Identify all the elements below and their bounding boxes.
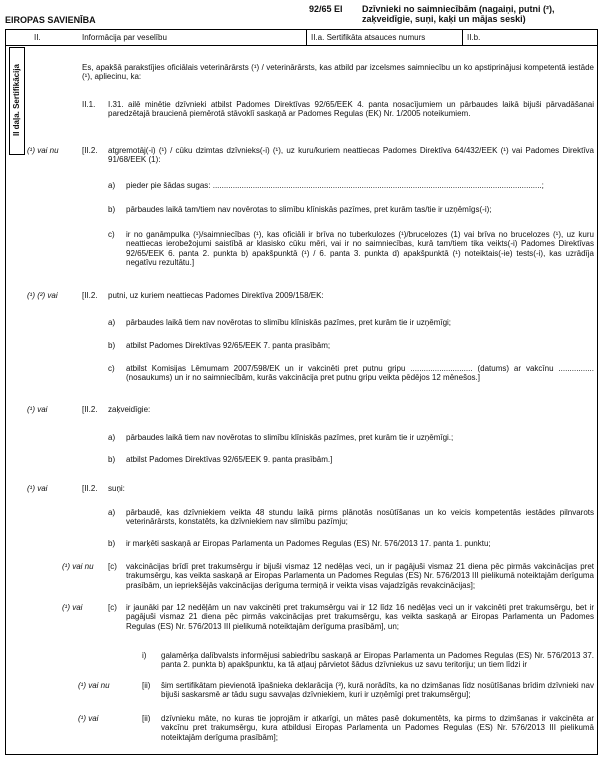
item-letter: [c) <box>108 603 117 612</box>
item-letter: a) <box>108 508 116 517</box>
clause-text: zaķveidīgie: <box>108 405 151 414</box>
section-title: Informācija par veselību <box>82 33 167 42</box>
item-letter: b) <box>108 205 116 214</box>
item-text: atbilst Padomes Direktīvas 92/65/EEK 9. panta prasībām.] <box>126 455 333 464</box>
option-marker: (¹) vai <box>27 484 48 493</box>
clause-number: [II.2. <box>82 291 98 300</box>
item-text: pārbaudē, kas dzīvniekiem veikta 48 stundu laikā pirms plānotās nosūtīšanas un ko veicis kompetentās iestādes pilnvarots veterinārārsts, konstatēts, ka dzīvniekiem nav slimību pazīmju; <box>126 508 594 527</box>
item-letter: [c) <box>108 562 117 571</box>
option-marker: (¹) (²) vai <box>27 291 58 300</box>
option-marker: (¹) vai <box>78 714 99 723</box>
item-text: pieder pie šādas sugas: ....................................................................................................................................................; <box>126 181 544 190</box>
subitem-numeral: [ii) <box>142 714 151 723</box>
option-marker: (¹) vai <box>27 405 48 414</box>
item-text: pārbaudes laikā tiem nav novērotas to slimību klīniskās pazīmes, pret kurām tie ir uzņēmīgi.; <box>126 433 454 442</box>
clause-text: putni, uz kuriem neattiecas Padomes Direktīva 2009/158/EK: <box>108 291 324 300</box>
clause-number: [II.2. <box>82 405 98 414</box>
clause-number: [II.2. <box>82 146 98 155</box>
side-label-box <box>9 47 25 155</box>
item-letter: c) <box>108 230 115 239</box>
item-text: vakcinācijas brīdī pret trakumsērgu ir bijuši vismaz 12 nedēļas veci, un ir pagājuši vismaz 21 diena pēc pirmās vakcinācijas pret trakumsērgu, kas veikta saskaņā ar Eiropas Parlamenta un Padomes Regulas (ES) Nr. 576/2013 III pielikumā noteiktajām derīguma prasībām, un iepriekšējās vakcinācijas derīguma termiņā ir veikta visas vajadzīgās revakcinācijas]; <box>126 562 594 590</box>
item-text: ir jaunāki par 12 nedēļām un nav vakcinēti pret trakumsērgu vai ir 12 līdz 16 nedēļas veci un ir vakcinēti pret trakumsērgu, bet ir pagājuši vismaz 21 diena pēc pirmās vakcinācijas pret trakumsērgu, kas veikta saskaņā ar Eiropas Parlamenta un Padomes Regulas (ES) Nr. 576/2013 III pielikumā noteiktajām derīguma prasībām], un; <box>126 603 594 631</box>
item-letter: a) <box>108 433 116 442</box>
reference-number-label: II.a. Sertifikāta atsauces numurs <box>311 33 426 42</box>
subitem-text: galamērķa dalībvalsts informējusi sabiedrību saskaņā ar Eiropas Parlamenta un Padomes Regulas (ES) Nr. 576/2013 37. panta 2. punkta b) apakšpunktu, ka tā atļauj pārvietot šādus dzīvniekus uz savu teritoriju; un tiem līdzi ir <box>161 651 594 670</box>
subitem-numeral: [ii) <box>142 681 151 690</box>
certificate-title: Dzīvnieki no saimniecībām (nagaiņi, putni (²), zaķveidīgie, suņi, kaķi un mājas seski) <box>362 4 555 24</box>
header-col-divider-1 <box>306 29 307 45</box>
clause-text: suņi: <box>108 484 125 493</box>
side-label: II daļa. Sertifikācija <box>12 63 21 137</box>
subitem-numeral: i) <box>142 651 147 660</box>
item-text: atbilst Padomes Direktīvas 92/65/EEK 7. panta prasībām; <box>126 341 331 350</box>
section-number: II. <box>34 33 41 42</box>
certificate-frame <box>5 29 598 755</box>
item-text: ir no ganāmpulka (¹)/saimniecības (¹), kas oficiāli ir brīva no tuberkulozes (¹)/brucelozes (1) vai brīva no brucelozes (¹), uz kuru neattiecas ierobežojumi saistībā ar klasisko cūku mēri, vai ir no saimniecības, kurā tam/tiem tika veikts(-i) Padomes Direktīvas 92/65/EEK 6. panta 2. punkta b) apakšpunktā (¹) / 6. panta 3. punkta d) apakšpunktā (¹) noteiktais(-ie) tests(-i), kas uzrādīja negatīvu rezultātu.] <box>126 230 594 267</box>
certificate-code: 92/65 EI <box>309 4 343 14</box>
issuer-label: EIROPAS SAVIENĪBA <box>5 15 96 25</box>
item-letter: c) <box>108 364 115 373</box>
item-text: ir marķēti saskaņā ar Eiropas Parlamenta un Padomes Regulas (ES) Nr. 576/2013 17. panta 1. punktu; <box>126 539 491 548</box>
reference-field-b: II.b. <box>467 33 481 42</box>
item-letter: b) <box>108 455 116 464</box>
item-letter: b) <box>108 341 116 350</box>
subitem-text: dzīvnieku māte, no kuras tie joprojām ir atkarīgi, un mātes pasē dokumentēts, ka pirms to dzimšanas ir vakcinēta ar vakcīnu pret trakumsērgu, kura atbildusi Eiropas Parlamenta un Padomes Regulas (ES) Nr. 576/2013 III pielikumā noteiktajām derīguma prasībām]; <box>161 714 594 742</box>
item-text: pārbaudes laikā tam/tiem nav novērotas to slimību klīniskās pazīmes, pret kurām tas/tie ir uzņēmīgs(-i); <box>126 205 492 214</box>
clause-text: atgremotāj(-i) (¹) / cūku dzimtas dzīvnieks(-i) (¹), uz kuru/kuriem neattiecas Padomes Direktīva 64/432/EEK (¹) vai Padomes Direktīva 91/68/EEK (1): <box>108 146 594 165</box>
item-text: atbilst Komisijas Lēmumam 2007/598/EK un ir vakcinēti pret putnu gripu ............................ (datums) ar vakcīnu ................ (nosaukums) un ir no saimniecībām, kurās vakcinācija pret putnu gripu veikta pēdējos 12 mēnešos.] <box>126 364 594 383</box>
option-marker: (¹) vai <box>62 603 83 612</box>
subitem-text: šim sertifikātam pievienotā īpašnieka deklarācija (³), kurā norādīts, ka no dzimšanas līdz nosūtīšanas brīdim dzīvnieki nav bijuši saskarsmē ar tādu sugu savvaļas dzīvniekiem, kuri ir uzņēmīgi pret trakumsērgu]; <box>161 681 594 700</box>
option-marker: (¹) vai nu <box>78 681 110 690</box>
option-marker: (¹) vai nu <box>27 146 59 155</box>
item-letter: a) <box>108 318 116 327</box>
clause-number: [II.2. <box>82 484 98 493</box>
clause-number: II.1. <box>82 100 96 109</box>
header-col-divider-2 <box>462 29 463 45</box>
item-text: pārbaudes laikā tiem nav novērotas to slimību klīniskās pazīmes, pret kurām tie ir uzņēmīgi; <box>126 318 452 327</box>
item-letter: a) <box>108 181 116 190</box>
item-letter: b) <box>108 539 116 548</box>
header-row-divider <box>5 45 598 46</box>
option-marker: (¹) vai nu <box>62 562 94 571</box>
intro-text: Es, apakšā parakstījies oficiālais veterinārārsts (¹) / veterinārārsts, kas atbild par izcelsmes saimniecību un ko apstiprinājusi kompetentā iestāde (¹), apliecinu, ka: <box>82 63 594 82</box>
clause-text: I.31. ailē minētie dzīvnieki atbilst Padomes Direktīvas 92/65/EEK 4. panta nosacījumiem un pārbaudes laikā bijuši pārvadāšanai paredzētajā braucienā piemērotā stāvoklī saskaņā ar Padomes Regulas (EK) Nr. 1/2005 noteikumiem. <box>108 100 594 119</box>
